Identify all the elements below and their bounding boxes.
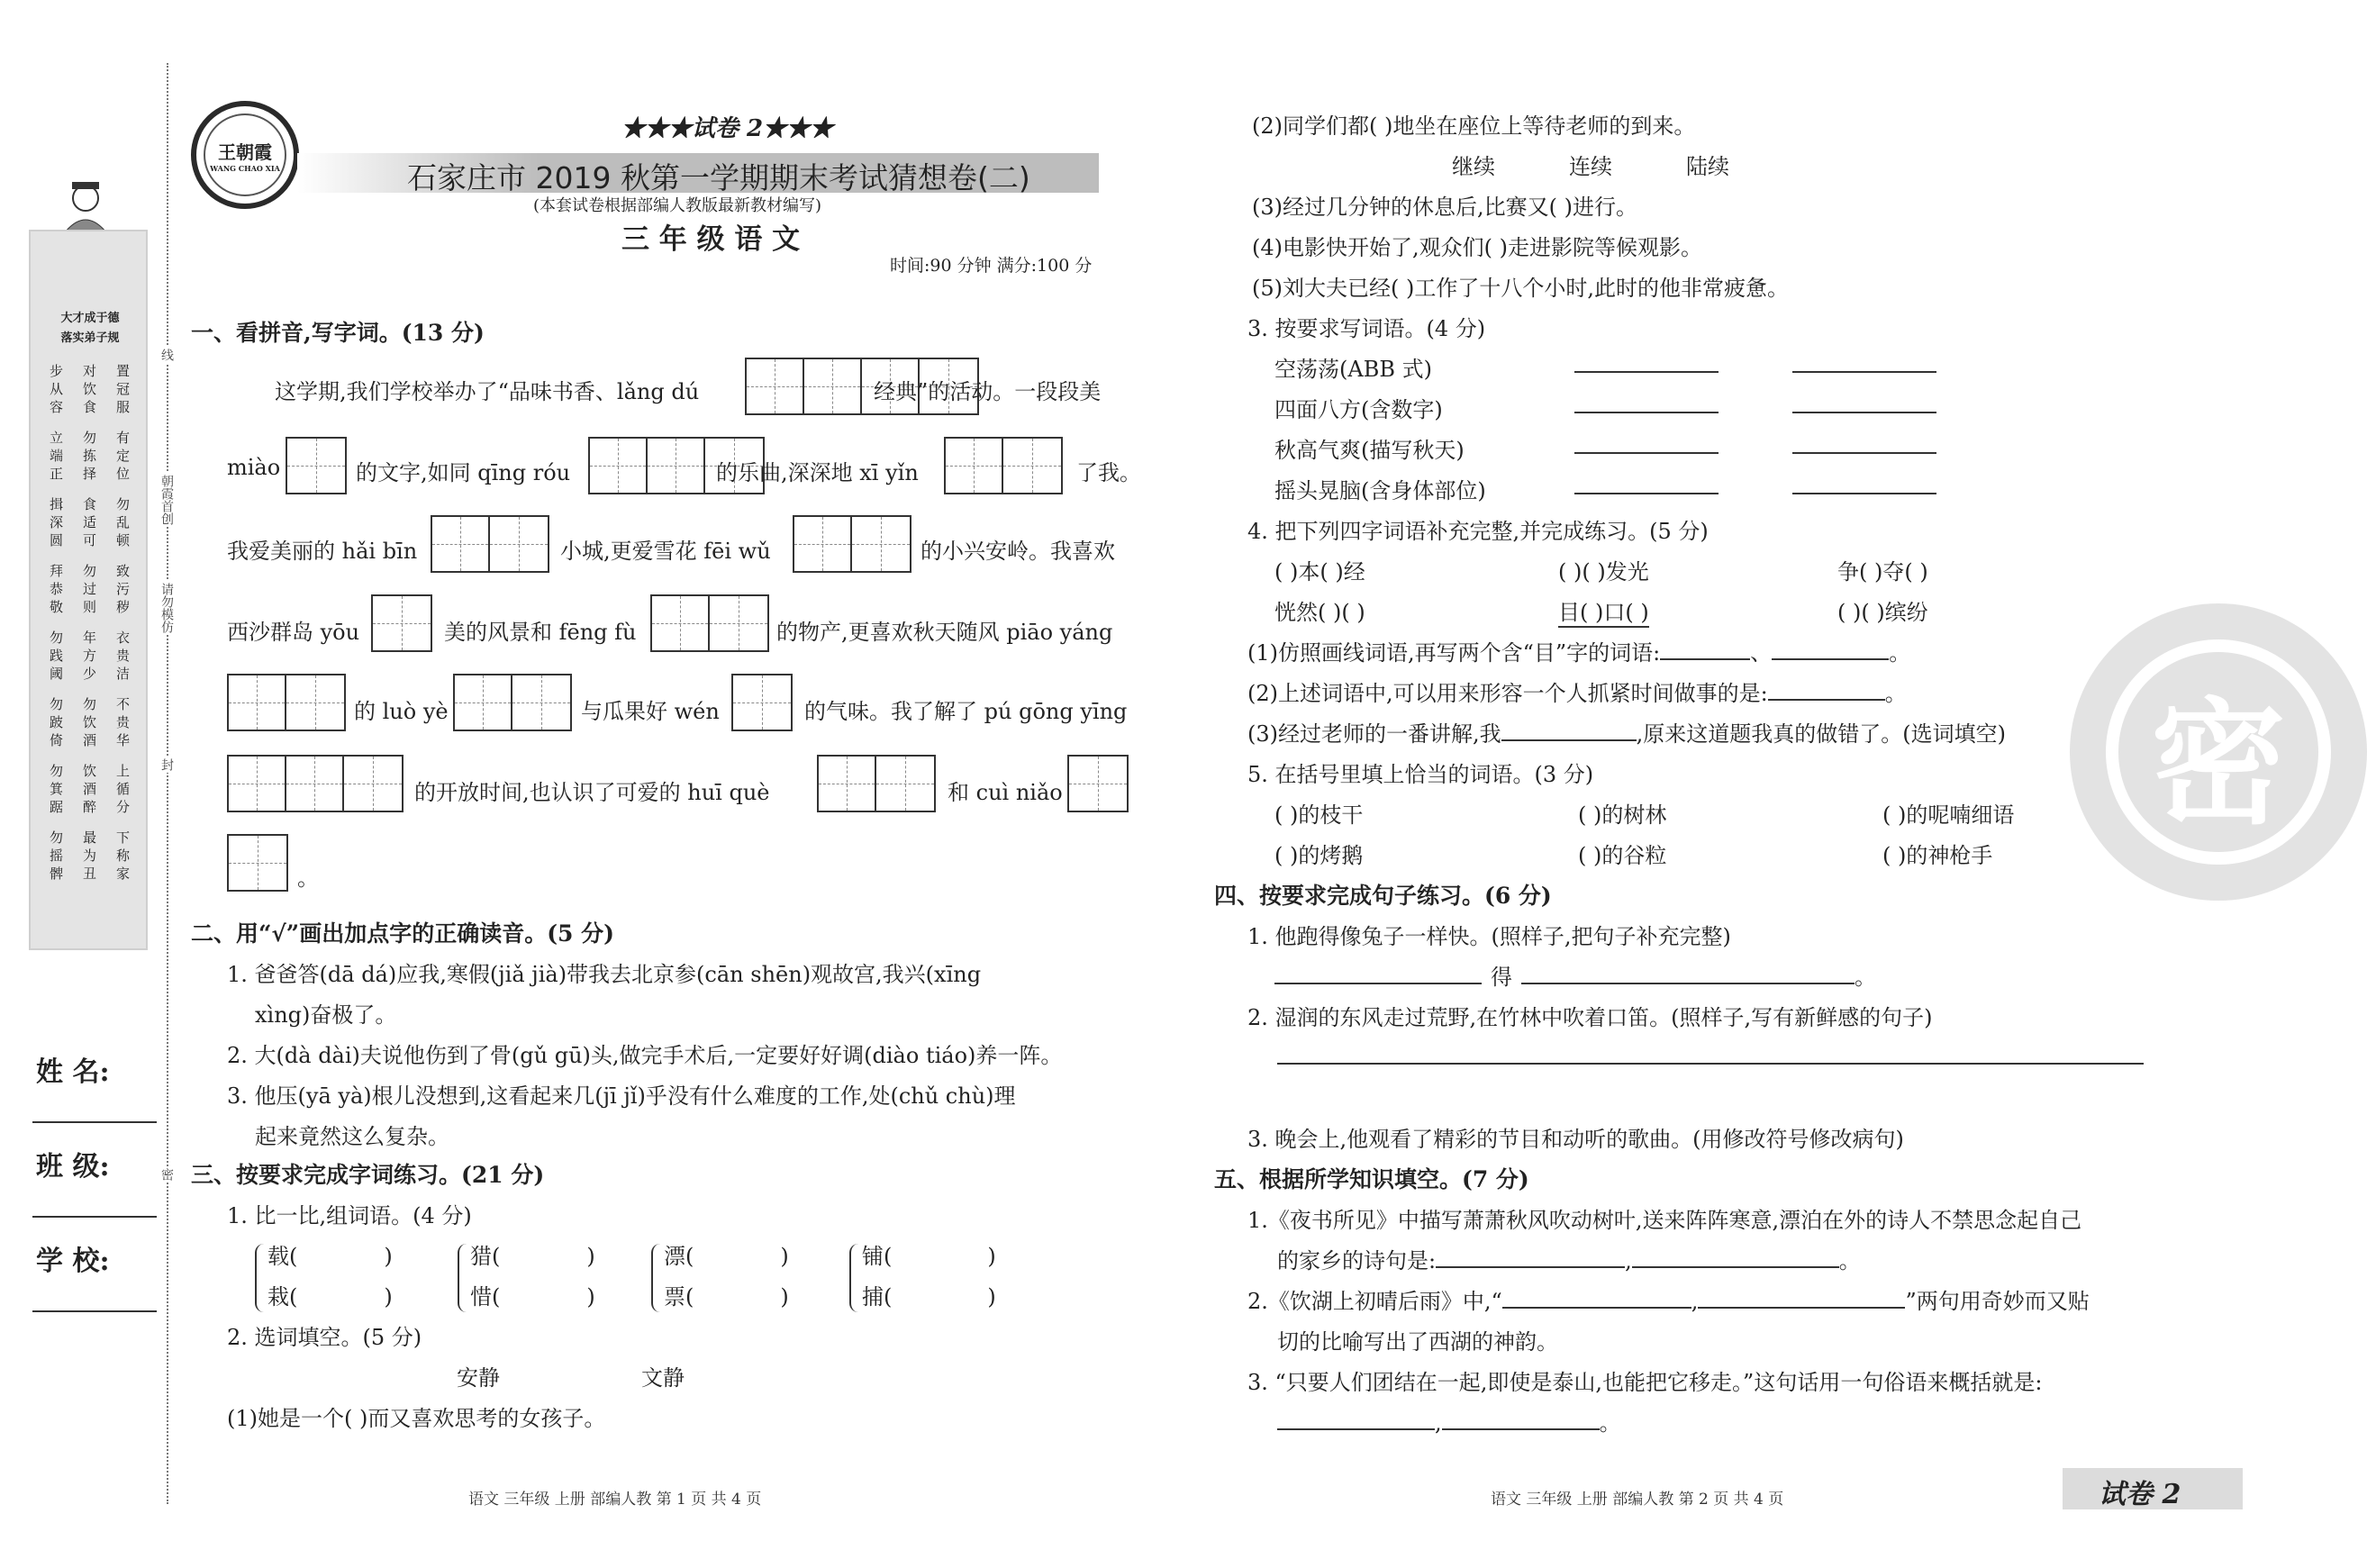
school-field[interactable]: [32, 1310, 157, 1312]
side-rule-char: 食: [82, 496, 96, 512]
s2-q3-line1: 3. 他压(yā yà)根儿没想到,这看起来几(jī jǐ)乎没有什么难度的工作,处(chǔ chù)理: [227, 1083, 1016, 1109]
word-option-1: 安静: [457, 1365, 500, 1391]
answer-grid[interactable]: [793, 515, 911, 573]
word-option: 连续: [1569, 154, 1612, 179]
s3-q3: 3. 按要求写词语。(4 分): [1247, 316, 1486, 341]
side-rule-char: 最: [82, 829, 96, 846]
s3-q2-p1: (1)她是一个( )而又喜欢思考的女孩子。: [227, 1406, 606, 1431]
s1-text: 我爱美丽的 hǎi bīn: [227, 539, 418, 564]
side-rule: [73, 629, 106, 683]
side-rule-char: 择: [82, 466, 96, 482]
s1-text: 小城,更爱雪花 fēi wǔ: [560, 539, 771, 564]
fill-phrase: ( )的树林: [1578, 802, 1667, 828]
word-option-2: 文静: [641, 1365, 685, 1391]
s5-q3-answer: , 。: [1277, 1405, 1621, 1437]
s5-q1-line1: 1.《夜书所见》中描写萧萧秋风吹动树叶,送来阵阵寒意,漂泊在外的诗人不禁思念起自己: [1247, 1208, 2082, 1233]
paper-tag: 试卷 2: [2099, 1479, 2181, 1510]
s4-q2: 2. 湿润的东风走过荒野,在竹林中吹着口笛。(照样子,写有新鲜感的句子): [1247, 1005, 1933, 1030]
side-rule-char: 踞: [49, 799, 63, 815]
side-rule-char: 乱: [115, 514, 130, 530]
side-rule-char: 深: [49, 514, 63, 530]
side-rule-char: 少: [82, 666, 96, 682]
side-rule-char: 上: [115, 763, 130, 779]
s1-text: 的物产,更喜欢秋天随风 piāo yáng: [776, 620, 1113, 645]
answer-line[interactable]: [1574, 452, 1719, 454]
side-rule-char: 饮: [82, 714, 96, 730]
scholar-illustration: [54, 180, 117, 234]
fill-phrase: ( )的烤鹅: [1274, 843, 1364, 868]
side-rule-char: 容: [49, 399, 63, 415]
side-rule-char: 正: [49, 466, 63, 482]
class-label: 班 级:: [36, 1151, 110, 1183]
side-rule-char: 则: [82, 599, 96, 615]
side-rule-char: 年: [82, 630, 96, 646]
side-rule: [73, 362, 106, 416]
side-rule: [106, 429, 140, 483]
answer-line[interactable]: [1792, 412, 1936, 413]
s4-q1-answer: 得 。: [1274, 959, 1876, 991]
s3-q2-p3: (3)经过几分钟的休息后,比赛又( )进行。: [1252, 195, 1637, 220]
compare-words: 载( ) 栽( ) 猎( ) 惜( ) 漂( ) 票( ) 铺( ) 捕( ): [255, 1238, 1120, 1319]
answer-line[interactable]: [1277, 1063, 2144, 1065]
side-rules-panel: [29, 230, 148, 950]
binding-char-seal: 封: [159, 758, 174, 771]
answer-line[interactable]: [1574, 493, 1719, 494]
answer-grid[interactable]: [1067, 755, 1129, 812]
s1-text: 的文字,如同 qīng róu: [356, 460, 571, 485]
side-rule-char: 有: [115, 430, 130, 446]
side-rule: [73, 495, 106, 549]
idiom-blank: ( )( )发光: [1558, 559, 1649, 585]
answer-grid[interactable]: [431, 515, 549, 573]
fill-phrase: ( )的神枪手: [1882, 843, 1993, 868]
side-rule-char: 循: [115, 781, 130, 797]
side-rule: [40, 629, 73, 683]
side-rule-char: 位: [115, 466, 130, 482]
side-rule-char: 饮: [82, 763, 96, 779]
side-motto-2: 落实弟子规: [60, 331, 120, 345]
side-rule-char: 定: [115, 448, 130, 464]
s1-text: 。: [297, 866, 319, 891]
publisher-logo: 王朝霞 WANG CHAO XIA: [191, 101, 299, 209]
section-1-title: 一、看拼音,写字词。(13 分): [191, 320, 485, 346]
side-rule-char: 立: [49, 430, 63, 446]
side-rule-char: 恭: [49, 581, 63, 597]
paper-badge: ★★★试卷 2★★★: [621, 115, 834, 142]
side-rule: [106, 495, 140, 549]
side-rule: [40, 695, 73, 749]
side-rule-char: 圆: [49, 532, 63, 548]
side-rule-char: 方: [82, 648, 96, 664]
idiom-blank: ( )本( )经: [1274, 559, 1365, 585]
s1-text: 西沙群岛 yōu: [227, 620, 360, 645]
fill-phrase: ( )的谷粒: [1578, 843, 1667, 868]
side-rule: [106, 362, 140, 416]
side-rule-char: 下: [115, 829, 130, 846]
side-rules-grid: [40, 362, 141, 883]
class-field[interactable]: [32, 1216, 157, 1218]
s5-q2-line1: 2.《饮湖上初晴后雨》中,“ , ”两句用奇妙而又贴: [1247, 1289, 2090, 1314]
side-rule-char: 致: [115, 563, 130, 579]
section-4-title: 四、按要求完成句子练习。(6 分): [1214, 883, 1552, 909]
side-rule-char: 酒: [82, 732, 96, 748]
s2-q3-line2: 起来竟然这么复杂。: [255, 1124, 449, 1149]
answer-grid[interactable]: [817, 755, 936, 812]
side-rule-char: 髀: [49, 866, 63, 882]
binding-char-line: 线: [159, 349, 174, 361]
s1-text: 的气味。我了解了 pú gōng yīng: [804, 699, 1128, 724]
page-footer-left: 语文 三年级 上册 部编人教 第 1 页 共 4 页: [468, 1491, 762, 1509]
binding-char-secret: 密: [159, 1168, 174, 1181]
page-footer-right: 语文 三年级 上册 部编人教 第 2 页 共 4 页: [1491, 1491, 1784, 1509]
side-rule-char: 贵: [115, 648, 130, 664]
side-rule-char: 丑: [82, 866, 96, 882]
s2-q1-line2: xìng)奋极了。: [255, 1002, 397, 1028]
side-rule: [73, 562, 106, 616]
side-rule-char: 洁: [115, 666, 130, 682]
side-rule-char: 拣: [82, 448, 96, 464]
fill-phrase: ( )的呢喃细语: [1882, 802, 2015, 828]
binding-line: [167, 63, 168, 1504]
side-rule-char: 为: [82, 847, 96, 864]
s3-q3-item: 四面八方(含数字): [1274, 397, 1443, 422]
s1-text: 这学期,我们学校举办了“品味书香、lǎng dú: [275, 379, 700, 404]
side-rule: [106, 629, 140, 683]
s3-q2-p5: (5)刘大夫已经( )工作了十八个小时,此时的他非常疲惫。: [1252, 276, 1789, 301]
answer-line[interactable]: [1792, 452, 1936, 454]
s5-q2-line2: 切的比喻写出了西湖的神韵。: [1277, 1329, 1558, 1355]
side-rule-char: 勿: [49, 763, 63, 779]
side-rule-char: 跛: [49, 714, 63, 730]
side-rule-char: 酒: [82, 781, 96, 797]
binding-text-warning: 请勿模仿: [159, 583, 174, 633]
side-rule: [73, 762, 106, 816]
answer-grid[interactable]: [650, 594, 769, 652]
side-rule: [40, 495, 73, 549]
s3-q5: 5. 在括号里填上恰当的词语。(3 分): [1247, 762, 1594, 787]
section-2-title: 二、用“√”画出加点字的正确读音。(5 分): [191, 920, 614, 947]
s3-q2-p4: (4)电影快开始了,观众们( )走进影院等候观影。: [1252, 235, 1702, 260]
side-rule: [40, 362, 73, 416]
s1-text: 美的风景和 fēng fù: [444, 620, 637, 645]
idiom-blank: 恍然( )( ): [1274, 600, 1365, 625]
school-label: 学 校:: [36, 1246, 110, 1277]
side-rule: [106, 695, 140, 749]
s4-q3: 3. 晚会上,他观看了精彩的节目和动听的歌曲。(用修改符号修改病句): [1247, 1127, 1904, 1152]
side-rule-char: 对: [82, 363, 96, 379]
name-field[interactable]: [32, 1121, 157, 1123]
side-rule-char: 倚: [49, 732, 63, 748]
s3-q2: 2. 选词填空。(5 分): [227, 1325, 422, 1350]
s4-q1: 1. 他跑得像兔子一样快。(照样子,把句子补充完整): [1247, 924, 1731, 949]
idiom-blank: 争( )夺( ): [1837, 559, 1928, 585]
side-rule-char: 分: [115, 799, 130, 815]
idiom-blank: ( )( )缤纷: [1837, 600, 1928, 625]
side-rule: [40, 562, 73, 616]
side-rule-char: 污: [115, 581, 130, 597]
side-rule-char: 摇: [49, 847, 63, 864]
side-rule: [106, 562, 140, 616]
s3-q3-item: 摇头晃脑(含身体部位): [1274, 478, 1486, 503]
s1-text: 的开放时间,也认识了可爱的 huī què: [414, 780, 770, 805]
side-rule: [40, 762, 73, 816]
s3-q3-item: 秋高气爽(描写秋天): [1274, 438, 1465, 463]
answer-grid[interactable]: [944, 437, 1063, 494]
binding-text-copyright: 朝霞首创: [159, 475, 174, 525]
section-3-title: 三、按要求完成字词练习。(21 分): [191, 1162, 545, 1188]
side-rule-char: 可: [82, 532, 96, 548]
answer-grid[interactable]: [453, 674, 572, 731]
side-rule-char: 勿: [115, 496, 130, 512]
side-rule-char: 顿: [115, 532, 130, 548]
side-rule-char: 衣: [115, 630, 130, 646]
side-rule-char: 秽: [115, 599, 130, 615]
answer-line[interactable]: [1574, 371, 1719, 373]
side-rule-char: 置: [115, 363, 130, 379]
s1-text: 的乐曲,深深地 xī yǐn: [716, 460, 919, 485]
answer-grid[interactable]: [286, 437, 347, 494]
side-rule: [40, 829, 73, 883]
side-rule-char: 勿: [82, 563, 96, 579]
answer-grid[interactable]: [227, 755, 404, 812]
s1-text: 和 cuì niǎo: [948, 780, 1063, 805]
answer-line[interactable]: [1574, 412, 1719, 413]
side-rule-char: 阈: [49, 666, 63, 682]
side-rule-char: 冠: [115, 381, 130, 397]
side-rule-char: 从: [49, 381, 63, 397]
s1-text: 了我。: [1076, 460, 1141, 485]
s1-text: miào: [227, 455, 281, 480]
side-rule-char: 称: [115, 847, 130, 864]
s1-text: 经典”的活动。一段段美: [874, 379, 1102, 404]
side-rule-char: 箕: [49, 781, 63, 797]
answer-grid[interactable]: [227, 834, 288, 892]
side-rule-char: 贵: [115, 714, 130, 730]
side-rule: [106, 829, 140, 883]
side-rule-char: 勿: [49, 829, 63, 846]
side-rule-char: 勿: [82, 430, 96, 446]
s3-q4: 4. 把下列四字词语补充完整,并完成练习。(5 分): [1247, 519, 1709, 544]
s5-q1-line2: 的家乡的诗句是: , 。: [1277, 1248, 1861, 1273]
s3-q4-sub1: (1)仿照画线词语,再写两个含“目”字的词语: 、 。: [1247, 640, 1911, 666]
side-rule-char: 勿: [49, 696, 63, 712]
side-rule: [73, 695, 106, 749]
side-rule-char: 食: [82, 399, 96, 415]
s3-q3-item: 空荡荡(ABB 式): [1274, 357, 1432, 382]
side-rule: [106, 762, 140, 816]
side-rule-char: 揖: [49, 496, 63, 512]
side-rule-char: 敬: [49, 599, 63, 615]
side-rule-char: 步: [49, 363, 63, 379]
side-rule: [40, 429, 73, 483]
side-rule-char: 拜: [49, 563, 63, 579]
answer-line[interactable]: [1792, 493, 1936, 494]
answer-grid[interactable]: [371, 594, 432, 652]
s2-q2: 2. 大(dà dài)夫说他伤到了骨(gǔ gū)头,做完手术后,一定要好好调(diào tiáo)养一阵。: [227, 1043, 1063, 1068]
side-rule-char: 家: [115, 866, 130, 882]
side-rule-char: 勿: [49, 630, 63, 646]
answer-line[interactable]: [1792, 371, 1936, 373]
s3-q1: 1. 比一比,组词语。(4 分): [227, 1203, 472, 1228]
side-rule-char: 过: [82, 581, 96, 597]
fill-phrase: ( )的枝干: [1274, 802, 1364, 828]
side-rule-char: 饮: [82, 381, 96, 397]
s3-q4-sub3: (3)经过老师的一番讲解,我 ,原来这道题我真的做错了。(选词填空): [1247, 721, 2006, 747]
name-label: 姓 名:: [36, 1056, 110, 1088]
side-rule-char: 服: [115, 399, 130, 415]
exam-time: 时间:90 分钟 满分:100 分: [890, 256, 1093, 276]
answer-grid[interactable]: [227, 674, 346, 731]
word-option: 陆续: [1686, 154, 1729, 179]
s1-text: 的小兴安岭。我喜欢: [920, 539, 1115, 564]
page-title: 石家庄市 2019 秋第一学期期末考试猜想卷(二): [407, 160, 1030, 195]
word-option: 继续: [1452, 154, 1495, 179]
side-rule-char: 不: [115, 696, 130, 712]
s1-text: 与瓜果好 wén: [581, 699, 720, 724]
side-rule-char: 勿: [82, 696, 96, 712]
section-5-title: 五、根据所学知识填空。(7 分): [1214, 1166, 1529, 1192]
idiom-underlined: 目( )口( ): [1558, 594, 1649, 628]
s5-q3: 3. “只要人们团结在一起,即使是泰山,也能把它移走。”这句话用一句俗语来概括就是:: [1247, 1370, 2043, 1395]
side-rule-char: 践: [49, 648, 63, 664]
title-note: (本套试卷根据部编人教版最新教材编写): [533, 196, 822, 215]
side-rule-char: 端: [49, 448, 63, 464]
side-rule-char: 适: [82, 514, 96, 530]
side-rule: [73, 829, 106, 883]
s3-q2-p2: (2)同学们都( )地坐在座位上等待老师的到来。: [1252, 113, 1696, 139]
s1-text: 的 luò yè: [354, 699, 449, 724]
secret-watermark: 密: [2070, 603, 2367, 901]
side-rule-char: 华: [115, 732, 130, 748]
s3-q4-sub2: (2)上述词语中,可以用来形容一个人抓紧时间做事的是: 。: [1247, 681, 1907, 706]
s2-q1-line1: 1. 爸爸答(dā dá)应我,寒假(jiǎ jià)带我去北京参(cān shēn)观故宫,我兴(xīng: [227, 962, 982, 987]
side-rule-char: 醉: [82, 799, 96, 815]
subject-title: 三 年 级 语 文: [621, 223, 801, 256]
side-rule: [73, 429, 106, 483]
answer-grid[interactable]: [731, 674, 793, 731]
side-motto-1: 大才成于德: [60, 312, 120, 325]
